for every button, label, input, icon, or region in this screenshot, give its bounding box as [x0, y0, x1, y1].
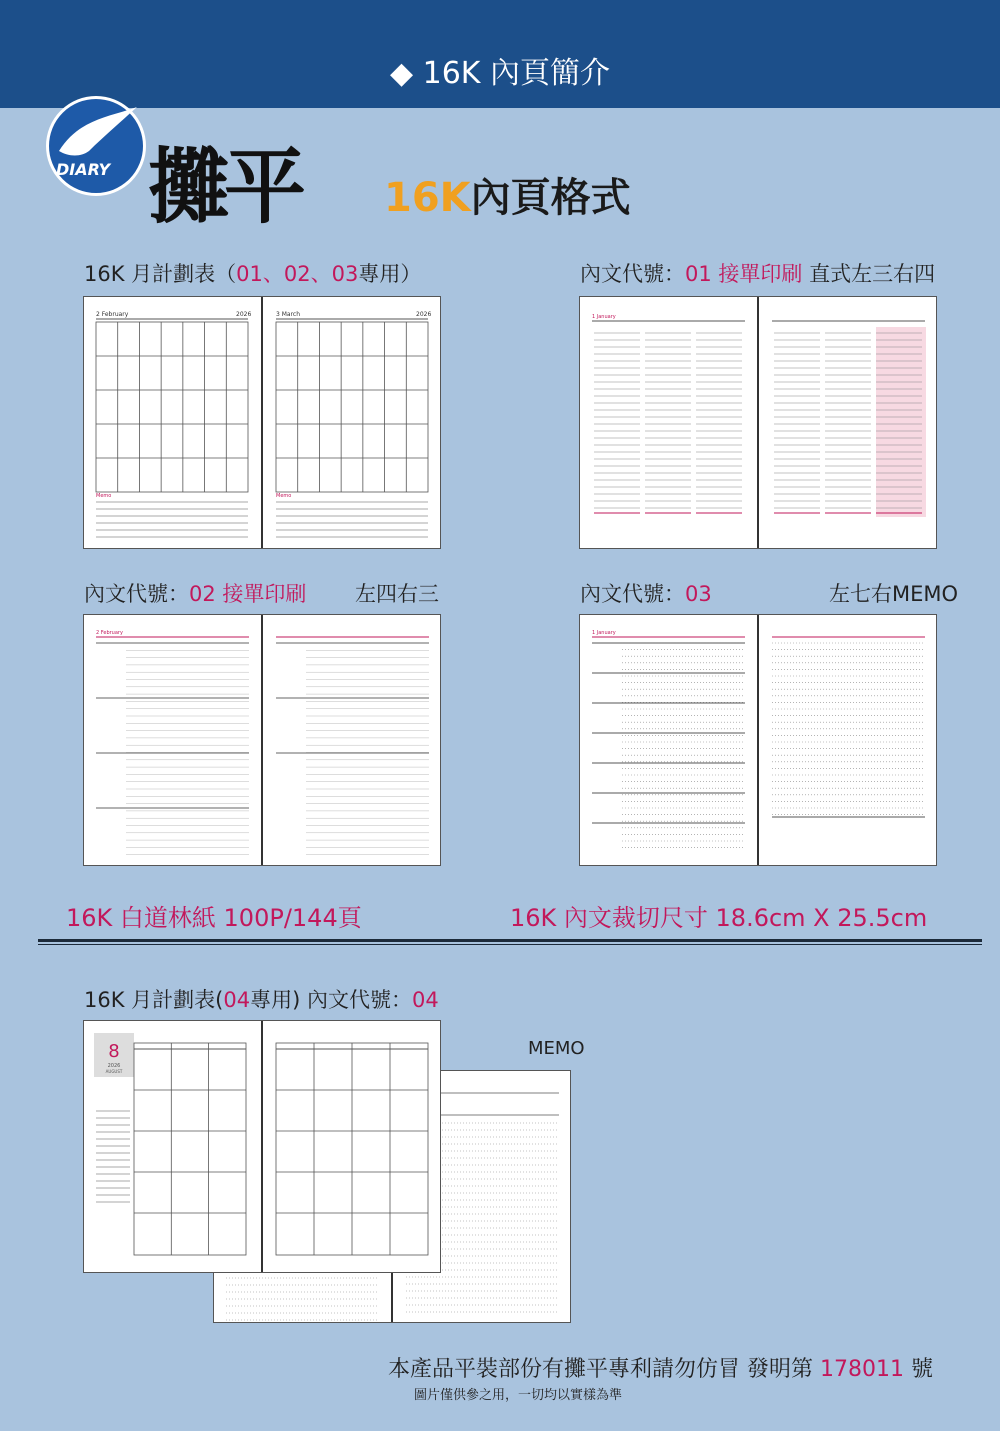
- footer-patent-a: 本產品平裝部份有攤平專利請勿仿冒 發明第: [388, 1357, 820, 1382]
- code01-prefix: 內文代號：: [580, 262, 685, 286]
- monthly-label-codes: 01、02、03: [236, 262, 359, 286]
- memo-right: Memo: [276, 493, 292, 499]
- code02-value: 02 接單印刷: [189, 582, 307, 606]
- code03-label: [580, 578, 712, 608]
- jan-title-03: 1 January: [592, 630, 616, 636]
- size-spec: 16K 內文裁切尺寸 18.6cm X 25.5cm: [510, 904, 928, 932]
- code01-book-lines: [580, 297, 936, 548]
- code02-prefix: 內文代號：: [84, 582, 189, 606]
- aug-word: AUGUST: [105, 1069, 123, 1074]
- monthly04-b: 04: [223, 988, 251, 1012]
- memo-label: MEMO: [528, 1038, 585, 1059]
- aug-year: 2026: [107, 1063, 121, 1069]
- grid-box: [96, 322, 248, 492]
- memo-left: Memo: [96, 493, 112, 499]
- feb-year: 2026: [236, 311, 252, 318]
- divider-top: [38, 939, 982, 942]
- code01-suffix: 直式左三右四: [802, 262, 936, 286]
- divider-bottom: [38, 944, 982, 945]
- code03-layout: 左七右MEMO: [829, 582, 959, 606]
- code02-book-lines: [84, 615, 440, 865]
- brand-name: 攤平: [148, 139, 301, 235]
- monthly04-book-grid: [84, 1021, 440, 1272]
- monthly04-a: 16K 月計劃表(: [84, 988, 224, 1012]
- grid-box: [134, 1043, 246, 1255]
- monthly-book: [83, 296, 441, 549]
- monthly-label: [84, 258, 421, 288]
- mar-year: 2026: [416, 311, 432, 318]
- code01-label: [580, 258, 935, 288]
- aug-number: 8: [108, 1041, 120, 1062]
- monthly04-book: [83, 1020, 441, 1273]
- code01-value: 01 接單印刷: [685, 262, 803, 286]
- feb-title: 2 February: [96, 311, 129, 318]
- feb-title-02: 2 February: [96, 630, 123, 636]
- monthly-book-grid: [84, 297, 440, 548]
- paper-spec: 16K 白道林紙 100P/144頁: [66, 904, 362, 932]
- mar-title: 3 March: [276, 311, 301, 318]
- footer-disclaimer: 圖片僅供參之用，一切均以實樣為準: [414, 1388, 623, 1403]
- code03-book-lines: [580, 615, 936, 865]
- monthly04-c: 專用) 內文代號：: [250, 988, 412, 1012]
- footer-patent-number: 178011: [820, 1357, 904, 1382]
- monthly04-label: [84, 984, 439, 1014]
- code02-layout: 左四右三: [355, 582, 439, 606]
- subtitle-text: 內頁格式: [470, 175, 631, 221]
- header-title: ◆ 16K 內頁簡介: [390, 56, 610, 91]
- footer-patent-b: 號: [903, 1357, 933, 1382]
- subtitle-16k: 16K: [384, 175, 471, 221]
- footer-patent: [388, 1352, 933, 1383]
- code03-book: [579, 614, 937, 866]
- monthly-label-c: 專用）: [358, 262, 422, 286]
- grid-box: [276, 322, 428, 492]
- code02-book: [83, 614, 441, 866]
- monthly04-d: 04: [411, 988, 439, 1012]
- page-subtitle: [384, 166, 631, 223]
- code02-label: [84, 578, 306, 608]
- jan-title-01: 1 January: [592, 314, 616, 320]
- code03-value: 03: [685, 582, 712, 606]
- code03-prefix: 內文代號：: [580, 582, 685, 606]
- diary-logo: [46, 96, 146, 196]
- monthly-label-a: 16K 月計劃表（: [84, 262, 237, 286]
- code01-book: [579, 296, 937, 549]
- logo-text: DIARY: [56, 160, 111, 179]
